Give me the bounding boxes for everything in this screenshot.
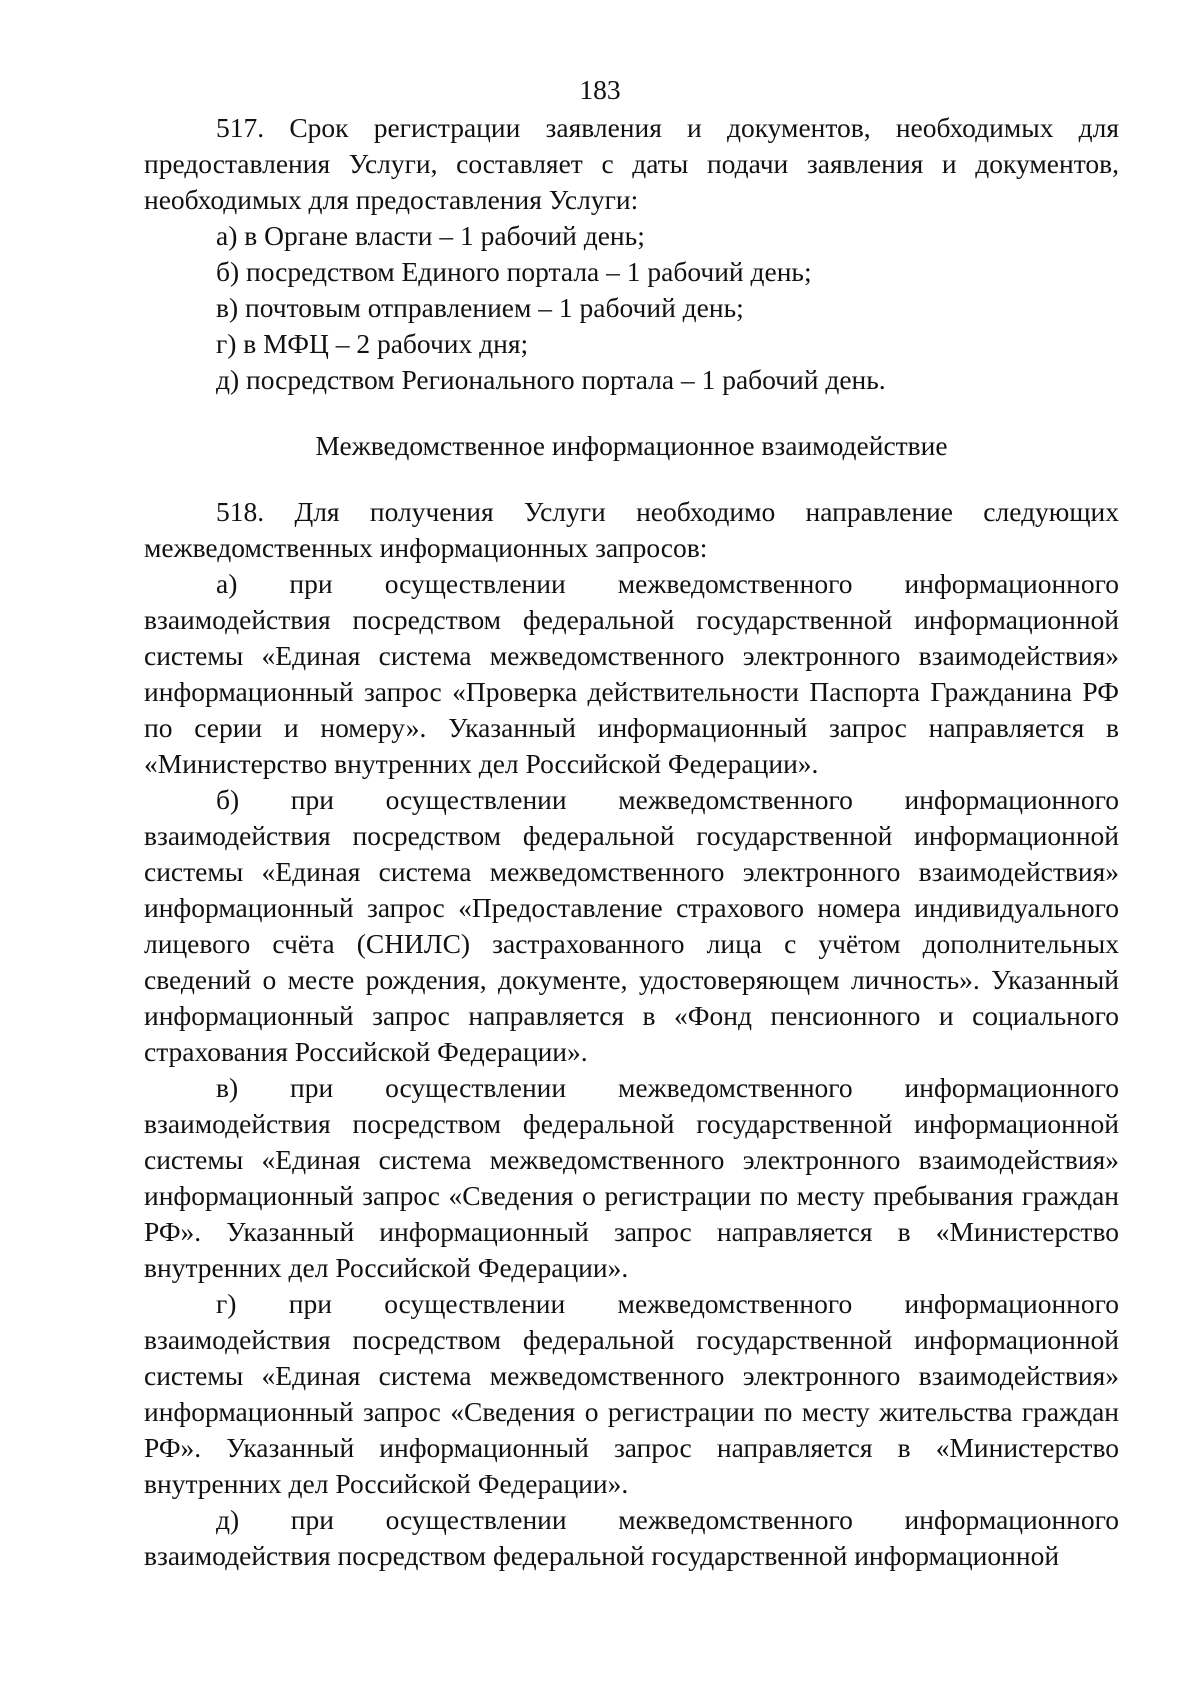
paragraph-517-item-a: а) в Органе власти – 1 рабочий день;: [216, 220, 645, 251]
paragraph-517-item-b: б) посредством Единого портала – 1 рабочий день;: [216, 256, 812, 287]
paragraph-518-item-d: д) при осуществлении межведомственного информационного взаимодействия посредством федеральной государственной информационной: [144, 1504, 1119, 1571]
paragraph-517-intro: 517. Срок регистрации заявления и документов, необходимых для предоставления Услуги, составляет с даты подачи заявления и документов, необходимых для предоставления Услуги:: [144, 112, 1119, 215]
paragraph-517-item-v: в) почтовым отправлением – 1 рабочий день;: [216, 292, 744, 323]
section-heading: Межведомственное информационное взаимодействие: [315, 430, 948, 461]
paragraph-518-item-a: а) при осуществлении межведомственного информационного взаимодействия посредством федеральной государственной информационной системы «Единая система межведомственного электронного взаимодействия» информационный запрос «Проверка действительности Паспорта Гражданина РФ по серии и номеру». Указанный информационный запрос направляется в «Министерство внутренних дел Российской Федерации».: [144, 568, 1119, 779]
paragraph-518-item-v: в) при осуществлении межведомственного информационного взаимодействия посредством федеральной государственной информационной системы «Единая система межведомственного электронного взаимодействия» информационный запрос «Сведения о регистрации по месту пребывания граждан РФ». Указанный информационный запрос направляется в «Министерство внутренних дел Российской Федерации».: [144, 1072, 1119, 1283]
paragraph-518-item-b: б) при осуществлении межведомственного информационного взаимодействия посредством федеральной государственной информационной системы «Единая система межведомственного электронного взаимодействия» информационный запрос «Предоставление страхового номера индивидуального лицевого счёта (СНИЛС) застрахованного лица с учётом дополнительных сведений о месте рождения, документе, удостоверяющем личность». Указанный информационный запрос направляется в «Фонд пенсионного и социального страхования Российской Федерации».: [144, 784, 1119, 1067]
paragraph-517-item-g: г) в МФЦ – 2 рабочих дня;: [216, 328, 529, 359]
document-body: [144, 110, 1119, 1574]
paragraph-518-item-g: г) при осуществлении межведомственного информационного взаимодействия посредством федеральной государственной информационной системы «Единая система межведомственного электронного взаимодействия» информационный запрос «Сведения о регистрации по месту жительства граждан РФ». Указанный информационный запрос направляется в «Министерство внутренних дел Российской Федерации».: [144, 1288, 1119, 1499]
page-number: 183: [579, 74, 621, 105]
paragraph-518-intro: 518. Для получения Услуги необходимо направление следующих межведомственных информационных запросов:: [144, 496, 1119, 563]
paragraph-517-item-d: д) посредством Регионального портала – 1 рабочий день.: [216, 364, 886, 395]
